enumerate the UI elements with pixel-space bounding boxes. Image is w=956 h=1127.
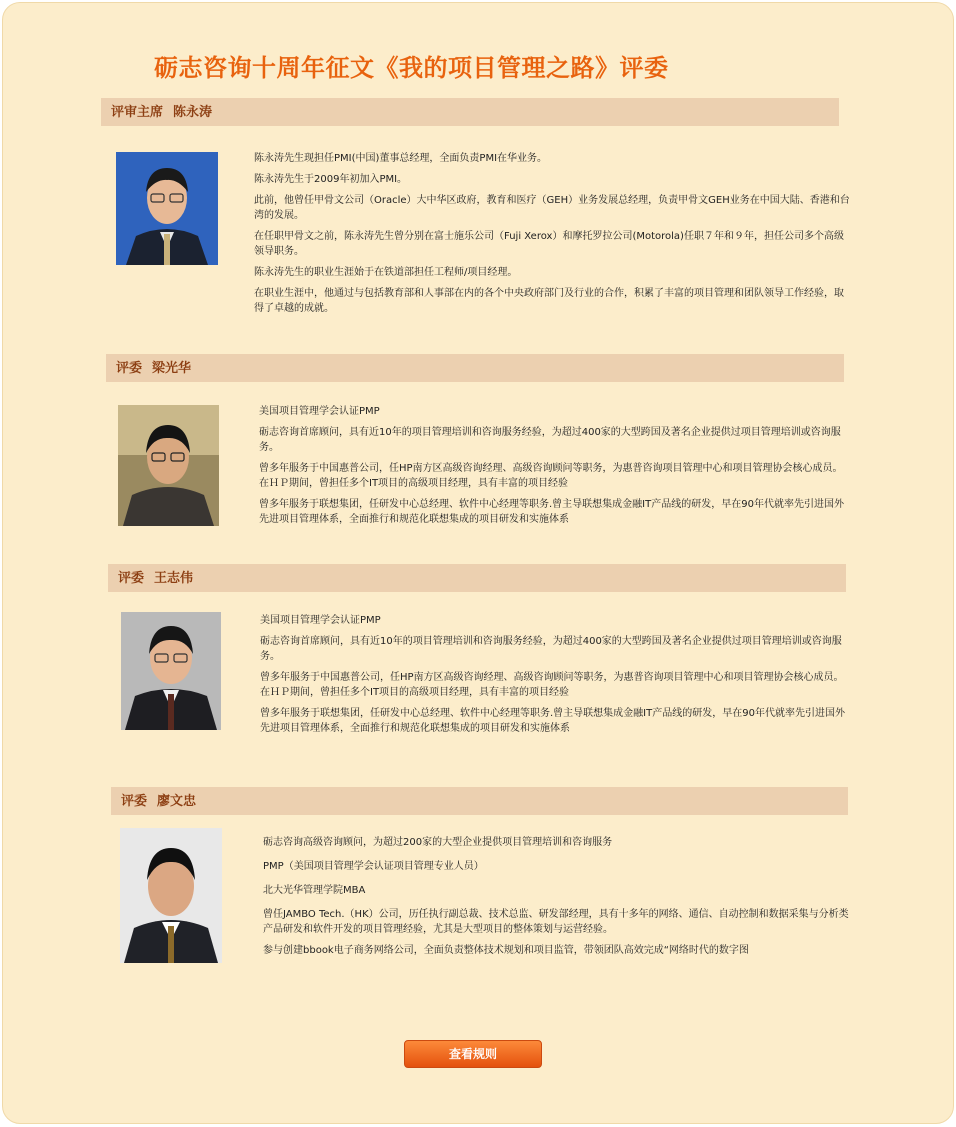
- portrait-image: [120, 828, 222, 963]
- portrait-image: [118, 405, 219, 526]
- bio-paragraph: 美国项目管理学会认证PMP: [260, 615, 381, 626]
- judge-name: 王志伟: [154, 571, 194, 586]
- judge-bio-2: [259, 404, 851, 533]
- bio-paragraph: 参与创建bbook电子商务网络公司，全面负责整体技术规划和项目监管，带领团队高效完成“网络时代的数字图: [263, 945, 749, 956]
- bio-paragraph: 北大光华管理学院MBA: [263, 885, 366, 896]
- bio-paragraph: 砺志咨询首席顾问，具有近10年的项目管理培训和咨询服务经验，为超过400家的大型跨国及著名企业提供过项目管理培训或咨询服务。: [260, 636, 842, 662]
- portrait-image: [121, 612, 221, 730]
- section-bar-judge-2: [106, 354, 844, 382]
- bio-paragraph: 砺志咨询高级咨询顾问，为超过200家的大型企业提供项目管理培训和咨询服务: [263, 837, 613, 848]
- bio-paragraph: 曾多年服务于中国惠普公司，任HP南方区高级咨询经理、高级咨询顾问等职务，为惠普咨询项目管理中心和项目管理协会核心成员。在ＨＰ期间，曾担任多个IT项目的高级项目经理，具有丰富的项目经验: [260, 672, 844, 698]
- portrait-image: [116, 152, 218, 265]
- section-bar-judge-4: [111, 787, 848, 815]
- judge-role: 评委: [121, 794, 148, 809]
- bio-paragraph: 美国项目管理学会认证PMP: [259, 406, 380, 417]
- bio-paragraph: 陈永涛先生现担任PMI(中国)董事总经理，全面负责PMI在华业务。: [254, 153, 548, 164]
- bio-paragraph: 砺志咨询首席顾问，具有近10年的项目管理培训和咨询服务经验，为超过400家的大型跨国及著名企业提供过项目管理培训或咨询服务。: [259, 427, 841, 453]
- bio-paragraph: 曾多年服务于中国惠普公司，任HP南方区高级咨询经理、高级咨询顾问等职务，为惠普咨询项目管理中心和项目管理协会核心成员。在ＨＰ期间，曾担任多个IT项目的高级项目经理，具有丰富的项目经验: [259, 463, 843, 489]
- judge-role: 评委: [118, 571, 145, 586]
- judge-photo-2: [118, 405, 219, 526]
- judge-name: 梁光华: [152, 361, 192, 376]
- bio-paragraph: 此前，他曾任甲骨文公司（Oracle）大中华区政府，教育和医疗（GEH）业务发展总经理，负责甲骨文GEH业务在中国大陆、香港和台湾的发展。: [254, 195, 850, 221]
- bio-paragraph: 曾多年服务于联想集团，任研发中心总经理、软件中心经理等职务.曾主导联想集成金融IT产品线的研发，早在90年代就率先引进国外先进项目管理体系，全面推行和规范化联想集成的项目研发和实施体系: [259, 499, 844, 525]
- judge-name: 廖文忠: [157, 794, 197, 809]
- judge-bio-1: [254, 151, 850, 322]
- bio-paragraph: 曾任JAMBO Tech.（HK）公司，历任执行副总裁、技术总监、研发部经理，具有十多年的网络、通信、自动控制和数据采集与分析类产品研发和软件开发的项目管理经验，尤其是大型项目的整体策划与运营经验。: [263, 909, 849, 935]
- judge-bio-4: [263, 835, 853, 964]
- judge-name: 陈永涛: [173, 105, 213, 120]
- judge-bio-3: [260, 613, 852, 742]
- judge-photo-3: [121, 612, 221, 730]
- bio-paragraph: 陈永涛先生于2009年初加入PMI。: [254, 174, 408, 185]
- bio-paragraph: 曾多年服务于联想集团，任研发中心总经理、软件中心经理等职务.曾主导联想集成金融IT产品线的研发，早在90年代就率先引进国外先进项目管理体系，全面推行和规范化联想集成的项目研发和实施体系: [260, 708, 845, 734]
- view-rules-button[interactable]: 查看规则: [404, 1040, 542, 1068]
- judge-role: 评审主席: [111, 105, 164, 120]
- section-bar-judge-1: [101, 98, 839, 126]
- judge-photo-4: [120, 828, 222, 963]
- page-title: 砺志咨询十周年征文《我的项目管理之路》评委: [154, 54, 669, 82]
- judge-role: 评委: [116, 361, 143, 376]
- bio-paragraph: PMP（美国项目管理学会认证项目管理专业人员）: [263, 861, 484, 872]
- bio-paragraph: 陈永涛先生的职业生涯始于在铁道部担任工程师/项目经理。: [254, 267, 518, 278]
- judge-photo-1: [116, 152, 218, 265]
- bio-paragraph: 在任职甲骨文之前，陈永涛先生曾分别在富士施乐公司（Fuji Xerox）和摩托罗拉公司(Motorola)任职７年和９年，担任公司多个高级领导职务。: [254, 231, 844, 257]
- section-bar-judge-3: [108, 564, 846, 592]
- bio-paragraph: 在职业生涯中，他通过与包括教育部和人事部在内的各个中央政府部门及行业的合作，积累了丰富的项目管理和团队领导工作经验，取得了卓越的成就。: [254, 288, 844, 314]
